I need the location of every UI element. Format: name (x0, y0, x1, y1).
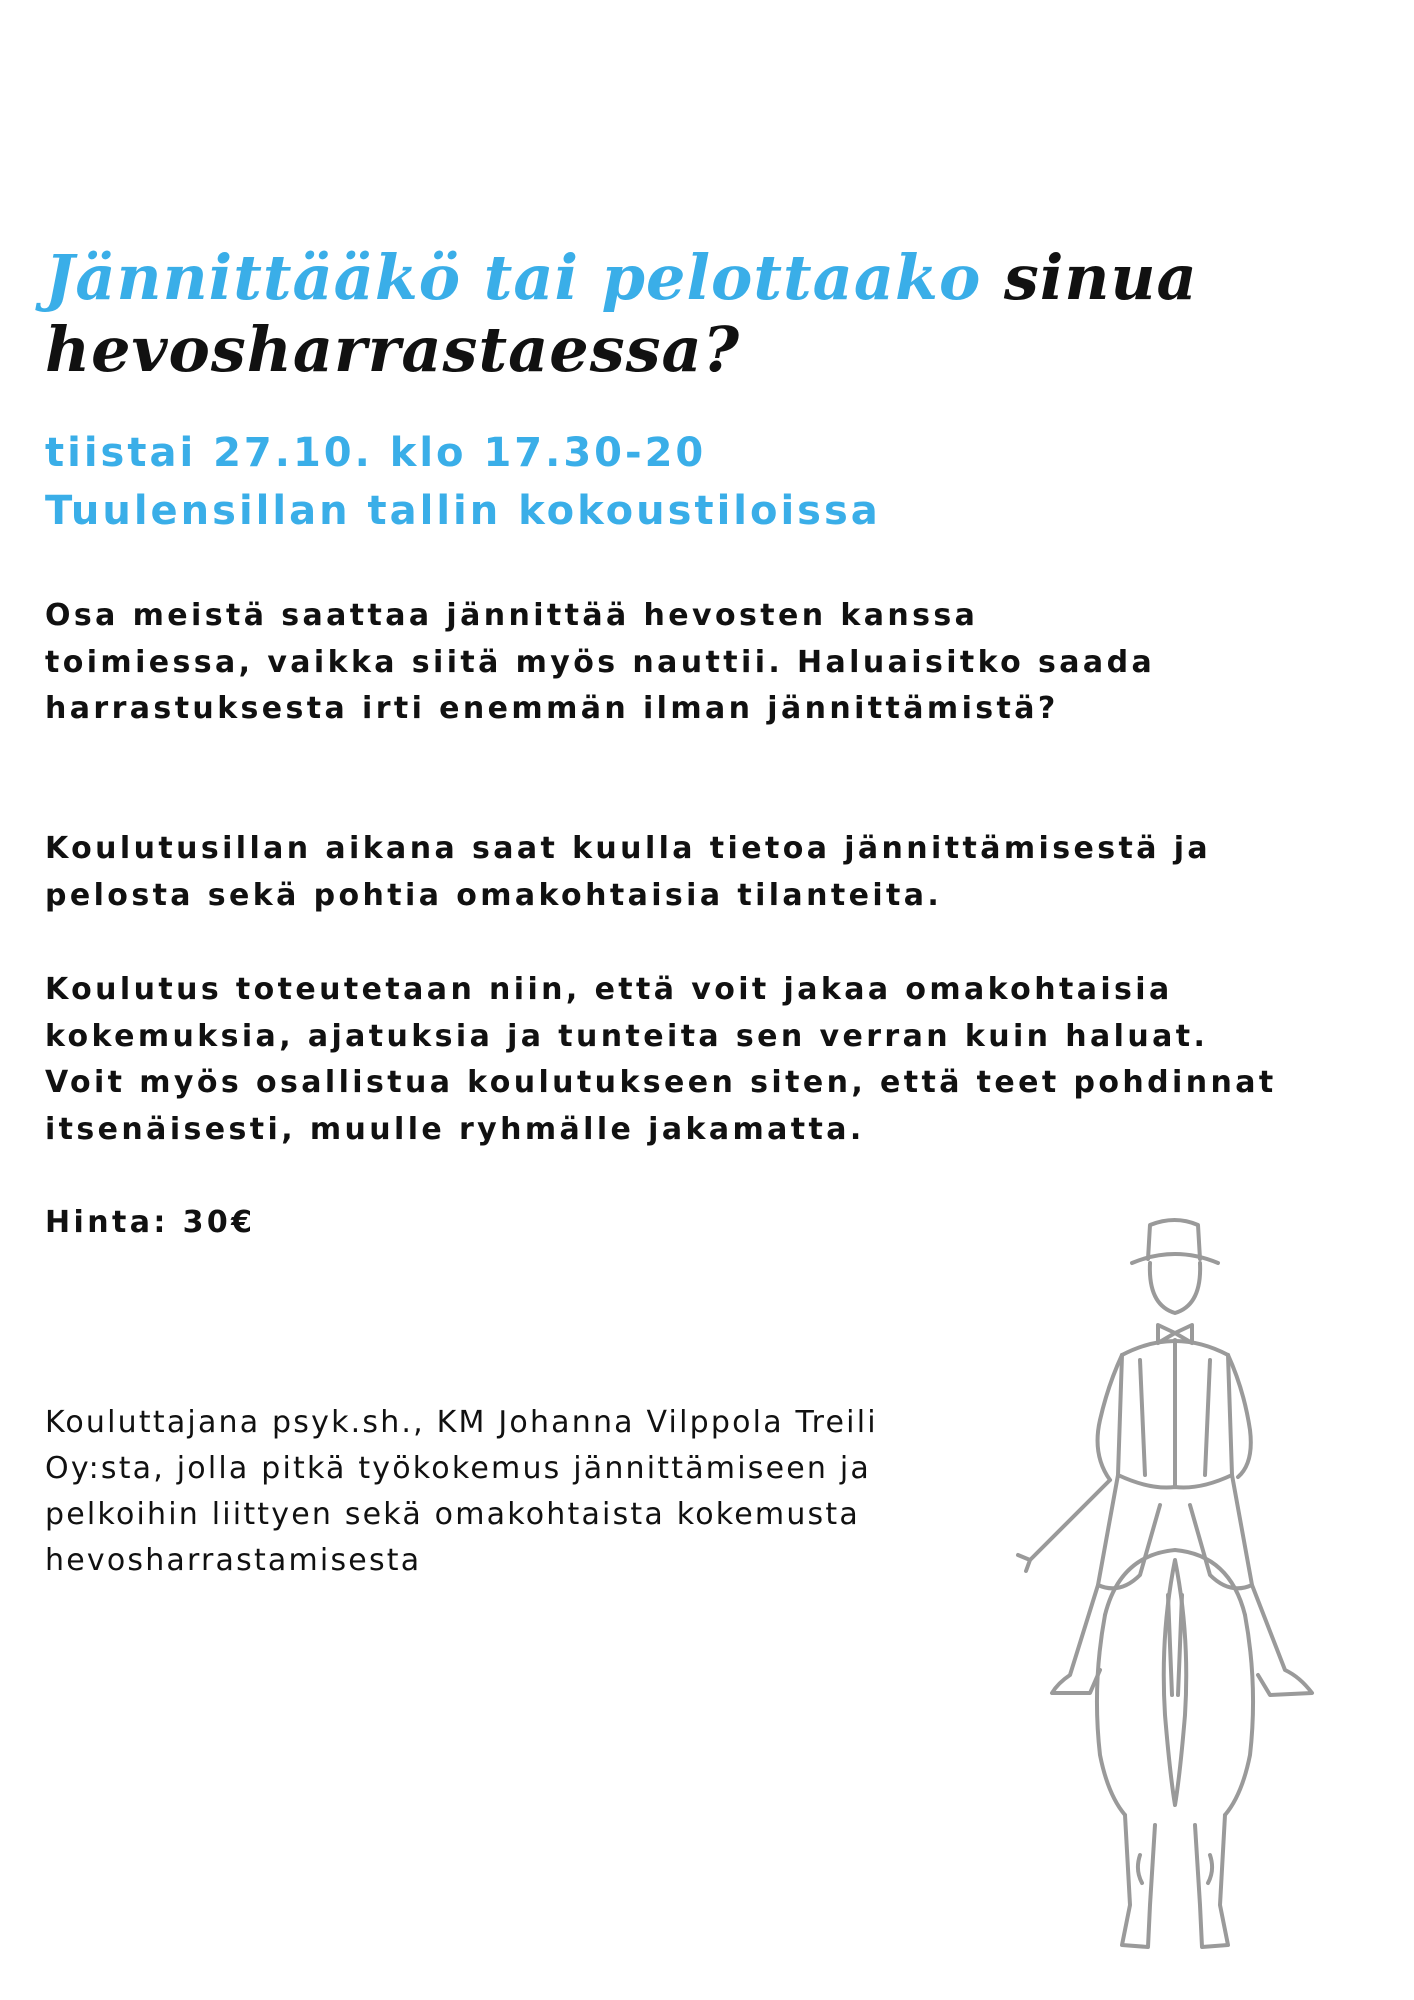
format-line: Koulutus toteutetaan niin, että voit jakaa omakohtaisia (45, 972, 1173, 1007)
left-leg (1052, 1585, 1100, 1693)
format-paragraph (45, 967, 1345, 1153)
event-info (45, 424, 1145, 540)
price-text: Hinta: 30€ (45, 1205, 256, 1240)
format-line: itsenäisesti, muulle ryhmälle jakamatta. (45, 1111, 865, 1147)
headline (45, 242, 1385, 386)
horse-rider-illustration (1000, 1215, 1360, 1960)
format-line: Voit myös osallistua koulutukseen siten, että teet pohdinnat (45, 1065, 1277, 1100)
trainer-line: Oy:sta, jolla pitkä työkokemus jännittämiseen ja (45, 1451, 871, 1486)
headline-rest: sinua (1003, 241, 1198, 314)
event-datetime: tiistai 27.10. klo 17.30-20 (45, 430, 707, 476)
intro-paragraph (45, 593, 1345, 733)
headline-line-1 (45, 242, 1385, 314)
content-line: pelosta sekä pohtia omakohtaisia tilanteita. (45, 877, 943, 913)
horse-right-haunch (1225, 1615, 1253, 1815)
trainer-line: Kouluttajana psyk.sh., KM Johanna Vilppola Treili (45, 1405, 878, 1440)
trainer-info (45, 1400, 945, 1584)
horse-left-haunch (1097, 1615, 1125, 1815)
intro-line: Osa meistä saattaa jännittää hevosten kanssa (45, 598, 979, 633)
right-leg (1252, 1585, 1312, 1695)
rider-head (1150, 1263, 1200, 1313)
content-paragraph (45, 826, 1345, 919)
event-location: Tuulensillan tallin kokoustiloissa (45, 488, 881, 534)
intro-line: toimiessa, vaikka siitä myös nauttii. Haluaisitko saada (45, 644, 1156, 680)
horse-right-hind-leg (1195, 1815, 1228, 1947)
content-line: Koulutusillan aikana saat kuulla tietoa jännittämisestä ja (45, 831, 1212, 866)
hat-brim (1132, 1254, 1218, 1263)
horse-left-hind-leg (1122, 1815, 1155, 1947)
trainer-line: pelkoihin liittyen sekä omakohtaista kokemusta (45, 1497, 860, 1532)
format-line: kokemuksia, ajatuksia ja tunteita sen verran kuin haluat. (45, 1018, 1209, 1054)
headline-accent: Jännittääkö tai pelottaako (45, 241, 982, 314)
trainer-line: hevosharrastamisesta (45, 1543, 422, 1578)
riding-whip (1030, 1480, 1110, 1560)
headline-line-2: hevosharrastaessa? (45, 313, 741, 386)
intro-line: harrastuksesta irti enemmän ilman jännittämistä? (45, 691, 1059, 726)
